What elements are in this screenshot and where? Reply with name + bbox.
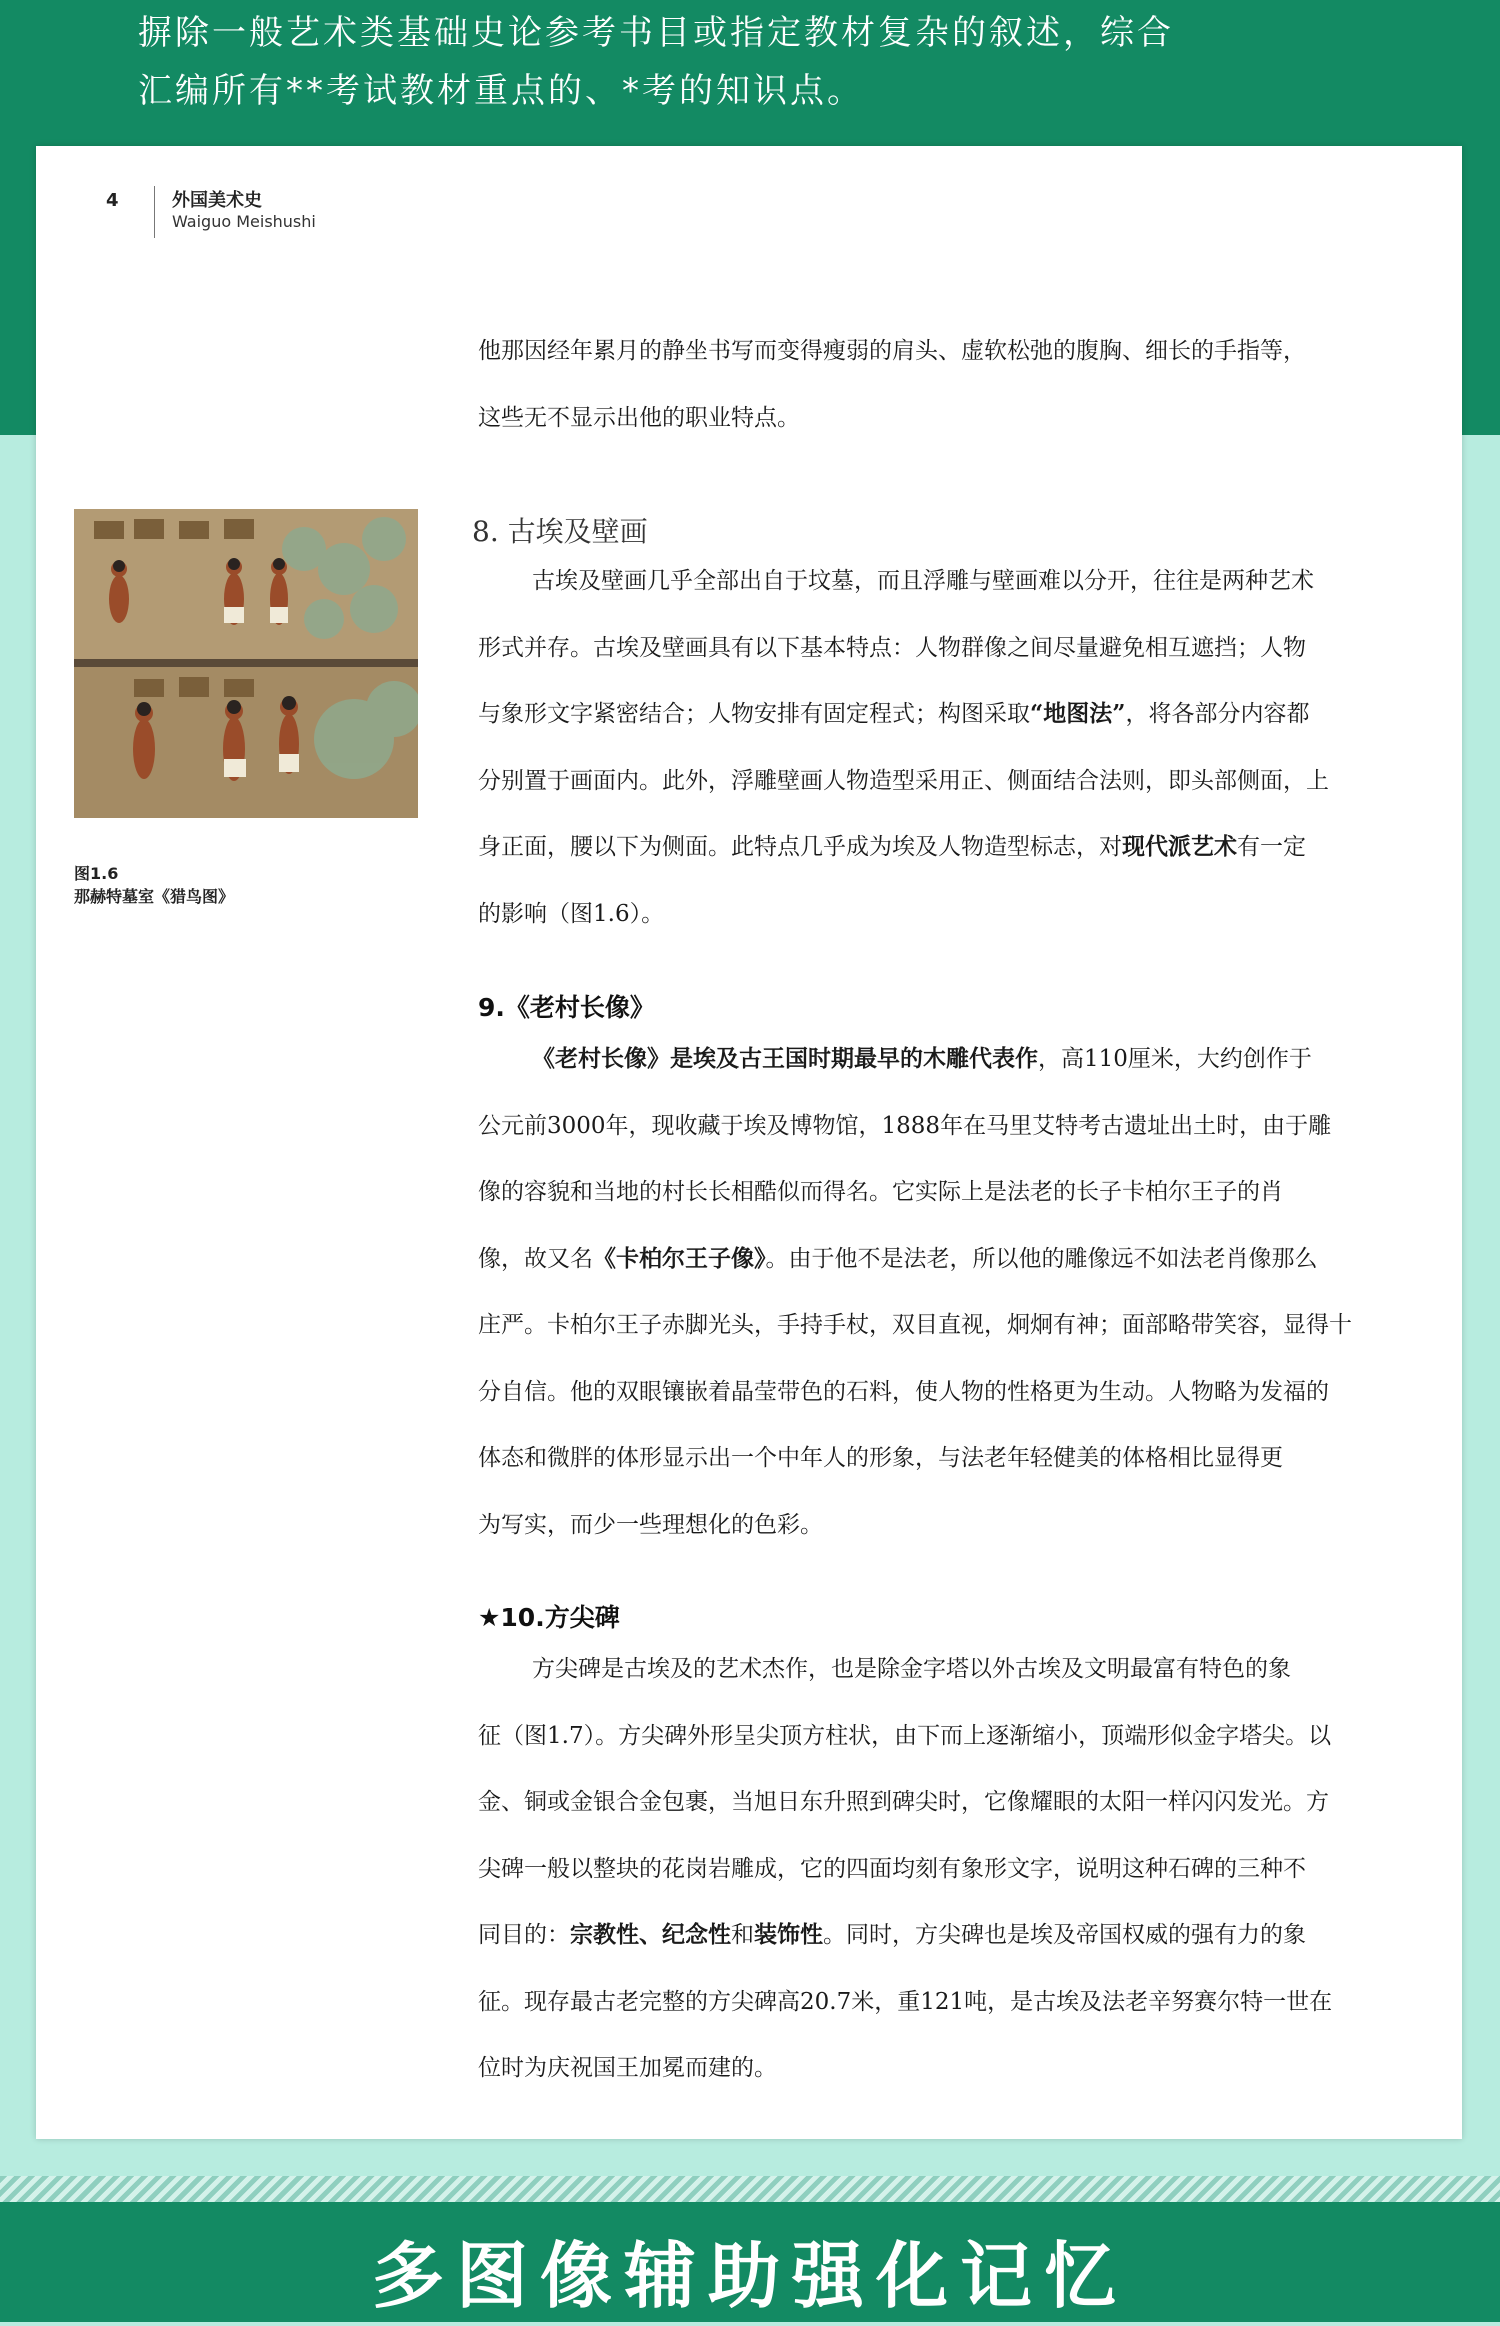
banner-line-2: 汇编所有**考试教材重点的、*考的知识点。 xyxy=(138,71,864,111)
decorative-stripe xyxy=(0,2176,1500,2202)
section-8-line: 身正面，腰以下为侧面。此特点几乎成为埃及人物造型标志，对现代派艺术有一定 xyxy=(478,833,1306,860)
page-number: 4 xyxy=(106,190,119,211)
footer-slogan: 多图像辅助强化记忆 xyxy=(371,2234,1128,2318)
section-9-line: 为写实，而少一些理想化的色彩。 xyxy=(478,1511,823,1538)
header-divider xyxy=(154,186,155,238)
section-10-paragraph xyxy=(478,1636,1438,2102)
section-8-line: 与象形文字紧密结合；人物安排有固定程式；构图采取“地图法”，将各部分内容都 xyxy=(478,700,1310,727)
egyptian-mural-image xyxy=(74,509,418,818)
section-9-line: 分自信。他的双眼镶嵌着晶莹带色的石料，使人物的性格更为生动。人物略为发福的 xyxy=(478,1378,1329,1405)
section-9-line: 体态和微胖的体形显示出一个中年人的形象，与法老年轻健美的体格相比显得更 xyxy=(478,1445,1283,1471)
section-8-line: 古埃及壁画几乎全部出自于坟墓，而且浮雕与壁画难以分开，往往是两种艺术 xyxy=(532,568,1314,594)
section-10-line: 征（图1.7）。方尖碑外形呈尖顶方柱状，由下而上逐渐缩小，顶端形似金字塔尖。以 xyxy=(478,1722,1332,1749)
banner-line-1: 摒除一般艺术类基础史论参考书目或指定教材复杂的叙述，综合 xyxy=(138,13,1174,53)
section-9-line: 《老村长像》是埃及古王国时期最早的木雕代表作，高110厘米，大约创作于 xyxy=(532,1045,1312,1072)
book-page xyxy=(36,146,1462,2139)
section-8-line: 的影响（图1.6）。 xyxy=(478,900,665,927)
figure-caption: 那赫特墓室《猎鸟图》 xyxy=(74,887,235,906)
section-9-line: 像的容貌和当地的村长长相酷似而得名。它实际上是法老的长子卡柏尔王子的肖 xyxy=(478,1179,1283,1205)
section-9-line: 像，故又名《卡柏尔王子像》。由于他不是法老，所以他的雕像远不如法老肖像那么 xyxy=(478,1244,1318,1272)
section-10-line: 征。现存最古老完整的方尖碑高20.7米，重121吨，是古埃及法老辛努赛尔特一世在 xyxy=(478,1988,1333,2015)
section-10-line: 尖碑一般以整块的花岗岩雕成，它的四面均刻有象形文字，说明这种石碑的三种不 xyxy=(478,1855,1306,1882)
section-10-line: 同目的：宗教性、纪念性和装饰性。同时，方尖碑也是埃及帝国权威的强有力的象 xyxy=(478,1921,1306,1948)
section-10-line: 位时为庆祝国王加冕而建的。 xyxy=(478,2055,777,2081)
intro-paragraph xyxy=(478,318,1438,451)
section-9-heading: 9.《老村长像》 xyxy=(478,993,655,1022)
section-8-paragraph xyxy=(478,548,1438,947)
section-10-line: 金、铜或金银合金包裹，当旭日东升照到碑尖时，它像耀眼的太阳一样闪闪发光。方 xyxy=(478,1789,1329,1815)
section-9-line: 公元前3000年，现收藏于埃及博物馆，1888年在马里艾特考古遗址出土时，由于雕 xyxy=(478,1112,1332,1139)
section-9-line: 庄严。卡柏尔王子赤脚光头，手持手杖，双目直视，炯炯有神；面部略带笑容，显得十 xyxy=(478,1312,1352,1338)
section-10-line: 方尖碑是古埃及的艺术杰作，也是除金字塔以外古埃及文明最富有特色的象 xyxy=(532,1656,1291,1682)
section-8-line: 分别置于画面内。此外，浮雕壁画人物造型采用正、侧面结合法则，即头部侧面，上 xyxy=(478,767,1329,794)
section-9-paragraph xyxy=(478,1026,1438,1558)
intro-line: 他那因经年累月的静坐书写而变得瘦弱的肩头、虚软松弛的腹胸、细长的手指等， xyxy=(478,338,1306,364)
intro-line: 这些无不显示出他的职业特点。 xyxy=(478,404,800,431)
book-title: 外国美术史 xyxy=(172,190,262,211)
section-8-heading: 8. 古埃及壁画 xyxy=(472,515,648,548)
banner-intro-text xyxy=(138,4,1438,120)
book-title-pinyin: Waiguo Meishushi xyxy=(172,212,316,231)
section-10-heading: ★10.方尖碑 xyxy=(478,1603,620,1632)
section-8-line: 形式并存。古埃及壁画具有以下基本特点：人物群像之间尽量避免相互遮挡；人物 xyxy=(478,634,1306,661)
figure-number: 图1.6 xyxy=(74,864,119,883)
